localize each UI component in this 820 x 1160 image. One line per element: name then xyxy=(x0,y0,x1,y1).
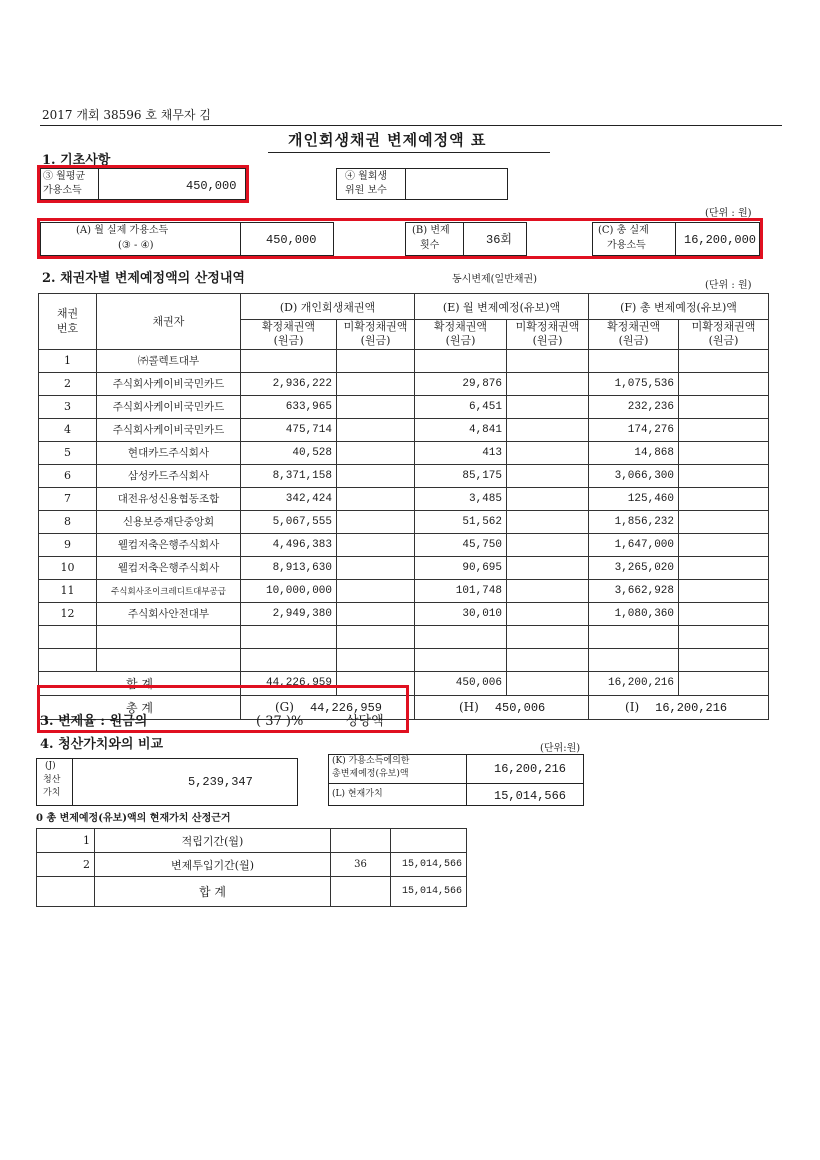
monthly-repayment: 90,695 xyxy=(415,556,507,579)
sum-d: 44,226,959 xyxy=(241,671,337,695)
col-header-no: 채권 번호 xyxy=(39,294,97,350)
monthly-unconfirmed xyxy=(507,349,589,372)
pv-row-months: 36 xyxy=(331,853,391,877)
confirmed-claim: 2,949,380 xyxy=(241,602,337,625)
unconfirmed-claim xyxy=(337,510,415,533)
subheader-confirmed: 확정채권액 (원금) xyxy=(241,320,337,350)
creditor-no: 12 xyxy=(39,602,97,625)
total-I: (I) 16,200,216 xyxy=(589,695,769,719)
pv-sum-value: 15,014,566 xyxy=(391,877,467,907)
unconfirmed-claim xyxy=(337,625,415,648)
total-repayment: 3,066,300 xyxy=(589,464,679,487)
case-number-line: 2017 개회 38596 호 채무자 김 xyxy=(42,108,211,122)
confirmed-claim: 5,067,555 xyxy=(241,510,337,533)
total-G: (G) 44,226,959 xyxy=(241,695,415,719)
B-label: (B) 변제 xyxy=(412,225,450,236)
income-label-2: 가용소득 xyxy=(43,185,82,196)
creditor-name: 신용보증재단중앙회 xyxy=(97,510,241,533)
monthly-unconfirmed xyxy=(507,533,589,556)
creditor-no: 7 xyxy=(39,487,97,510)
monthly-unconfirmed xyxy=(507,625,589,648)
creditor-no: 6 xyxy=(39,464,97,487)
C-value: 16,200,000 xyxy=(684,233,757,247)
confirmed-claim: 8,913,630 xyxy=(241,556,337,579)
unconfirmed-claim xyxy=(337,579,415,602)
total-repayment: 3,265,020 xyxy=(589,556,679,579)
confirmed-claim xyxy=(241,349,337,372)
section4-heading: 4. 청산가치와의 비교 xyxy=(40,737,164,752)
B-label-2: 횟수 xyxy=(420,240,440,251)
repayment-rate-prefix: 3. 변제율 : 원금의 xyxy=(40,714,148,729)
monthly-unconfirmed xyxy=(507,464,589,487)
unconfirmed-claim xyxy=(337,556,415,579)
unconfirmed-claim xyxy=(337,648,415,671)
unconfirmed-claim xyxy=(337,349,415,372)
unconfirmed-claim xyxy=(337,372,415,395)
J-label-2: 청산 xyxy=(43,775,61,785)
monthly-repayment: 4,841 xyxy=(415,418,507,441)
total-repayment: 1,856,232 xyxy=(589,510,679,533)
table-row xyxy=(39,372,769,395)
monthly-unconfirmed xyxy=(507,510,589,533)
confirmed-claim xyxy=(241,625,337,648)
total-repayment: 232,236 xyxy=(589,395,679,418)
pv-row-no: 1 xyxy=(37,829,95,853)
section5-heading: 0 총 변제예정(유보)액의 현재가치 산정근거 xyxy=(36,813,231,824)
confirmed-claim: 475,714 xyxy=(241,418,337,441)
confirmed-claim: 633,965 xyxy=(241,395,337,418)
highlight-income xyxy=(37,165,249,203)
monthly-unconfirmed xyxy=(507,579,589,602)
pv-row-value: 15,014,566 xyxy=(391,853,467,877)
monthly-repayment: 413 xyxy=(415,441,507,464)
income-value: 450,000 xyxy=(186,179,237,193)
creditor-no: 5 xyxy=(39,441,97,464)
creditor-no: 1 xyxy=(39,349,97,372)
total-unconfirmed xyxy=(679,464,769,487)
total-unconfirmed xyxy=(679,441,769,464)
repayment-method: 동시변제(일반채권) xyxy=(452,274,538,285)
monthly-unconfirmed xyxy=(507,556,589,579)
B-value: 36회 xyxy=(486,233,512,247)
monthly-repayment: 6,451 xyxy=(415,395,507,418)
unconfirmed-claim xyxy=(337,487,415,510)
section1-heading: 1. 기초사항 xyxy=(42,153,111,168)
confirmed-claim: 40,528 xyxy=(241,441,337,464)
subheader-confirmed: 확정채권액 (원금) xyxy=(415,320,507,350)
total-unconfirmed xyxy=(679,648,769,671)
K-label: (K) 가용소득에의한 xyxy=(332,756,410,766)
col-header-E: (E) 월 변제예정(유보)액 xyxy=(415,294,589,320)
page-title: 개인회생채권 변제예정액 표 xyxy=(288,131,487,149)
monthly-repayment: 51,562 xyxy=(415,510,507,533)
table-row xyxy=(39,579,769,602)
monthly-unconfirmed xyxy=(507,602,589,625)
monthly-repayment xyxy=(415,349,507,372)
creditor-name: ㈜콜렉트대부 xyxy=(97,349,241,372)
creditor-no: 3 xyxy=(39,395,97,418)
table-row xyxy=(39,510,769,533)
col-header-D: (D) 개인회생채권액 xyxy=(241,294,415,320)
A-label-2: (③ - ④) xyxy=(118,240,154,251)
creditor-no: 8 xyxy=(39,510,97,533)
total-unconfirmed xyxy=(679,487,769,510)
total-unconfirmed xyxy=(679,533,769,556)
highlight-total-and-rate xyxy=(37,685,409,733)
subheader-unconfirmed: 미확정채권액 (원금) xyxy=(679,320,769,350)
unconfirmed-claim xyxy=(337,441,415,464)
total-repayment: 125,460 xyxy=(589,487,679,510)
sum-label: 합 계 xyxy=(39,671,241,695)
table-row xyxy=(39,487,769,510)
K-label-2: 총변제예정(유보)액 xyxy=(332,769,409,779)
repayment-rate-suffix: 상당액 xyxy=(346,714,384,729)
table-row xyxy=(39,464,769,487)
confirmed-claim: 8,371,158 xyxy=(241,464,337,487)
total-repayment: 174,276 xyxy=(589,418,679,441)
monthly-repayment: 85,175 xyxy=(415,464,507,487)
pv-row-label: 적립기간(월) xyxy=(95,829,331,853)
total-H: (H) 450,006 xyxy=(415,695,589,719)
income-label: ③ 월평균 xyxy=(43,171,86,182)
C-label-2: 가용소득 xyxy=(607,240,646,251)
table-row xyxy=(39,602,769,625)
total-repayment: 1,080,360 xyxy=(589,602,679,625)
creditor-no: 9 xyxy=(39,533,97,556)
trustee-label: ④ 월회생 xyxy=(345,171,388,182)
creditor-no xyxy=(39,648,97,671)
table-row xyxy=(39,395,769,418)
J-label: (J) xyxy=(45,761,56,771)
pv-sum-label: 합 계 xyxy=(95,877,331,907)
total-unconfirmed xyxy=(679,556,769,579)
confirmed-claim xyxy=(241,648,337,671)
monthly-repayment: 30,010 xyxy=(415,602,507,625)
creditor-name: 웰컴저축은행주식회사 xyxy=(97,556,241,579)
total-unconfirmed xyxy=(679,579,769,602)
table-row xyxy=(39,648,769,671)
table-row xyxy=(39,625,769,648)
unconfirmed-claim xyxy=(337,533,415,556)
monthly-repayment xyxy=(415,648,507,671)
monthly-unconfirmed xyxy=(507,441,589,464)
table-row xyxy=(39,441,769,464)
total-unconfirmed xyxy=(679,510,769,533)
table-row xyxy=(37,829,467,853)
confirmed-claim: 342,424 xyxy=(241,487,337,510)
sum-e: 450,006 xyxy=(415,671,507,695)
total-unconfirmed xyxy=(679,372,769,395)
monthly-repayment: 29,876 xyxy=(415,372,507,395)
J-box xyxy=(36,758,298,806)
creditor-name: 주식회사케이비국민카드 xyxy=(97,395,241,418)
confirmed-claim: 2,936,222 xyxy=(241,372,337,395)
subheader-confirmed: 확정채권액 (원금) xyxy=(589,320,679,350)
table-row xyxy=(39,556,769,579)
header-underline xyxy=(40,125,782,126)
highlight-available-income xyxy=(37,218,763,259)
pv-row-months xyxy=(331,829,391,853)
total-repayment: 1,647,000 xyxy=(589,533,679,556)
C-label: (C) 총 실제 xyxy=(598,225,649,236)
pv-row-value xyxy=(391,829,467,853)
col-header-F: (F) 총 변제예정(유보)액 xyxy=(589,294,769,320)
unconfirmed-claim xyxy=(337,602,415,625)
creditor-name xyxy=(97,625,241,648)
total-repayment xyxy=(589,349,679,372)
section1-unit: (단위 : 원) xyxy=(705,208,752,219)
title-underline xyxy=(268,152,550,153)
total-unconfirmed xyxy=(679,349,769,372)
total-repayment: 14,868 xyxy=(589,441,679,464)
section2-unit: (단위 : 원) xyxy=(705,280,752,291)
table-row xyxy=(39,533,769,556)
unconfirmed-claim xyxy=(337,418,415,441)
creditor-no: 2 xyxy=(39,372,97,395)
section4-unit: (단위:원) xyxy=(540,743,581,754)
table-row xyxy=(37,853,467,877)
sum-f: 16,200,216 xyxy=(589,671,679,695)
total-repayment xyxy=(589,648,679,671)
L-label: (L) 현재가치 xyxy=(332,789,383,799)
present-value-table xyxy=(36,828,467,907)
pv-row-no: 2 xyxy=(37,853,95,877)
total-repayment xyxy=(589,625,679,648)
creditor-name: 현대카드주식회사 xyxy=(97,441,241,464)
creditor-no: 11 xyxy=(39,579,97,602)
total-unconfirmed xyxy=(679,395,769,418)
trustee-label-2: 위원 보수 xyxy=(345,185,387,196)
repayment-rate-value: ( 37 )% xyxy=(256,714,304,729)
total-label: 총 계 xyxy=(39,695,241,719)
total-unconfirmed xyxy=(679,602,769,625)
total-unconfirmed xyxy=(679,625,769,648)
pv-row-label: 변제투입기간(월) xyxy=(95,853,331,877)
monthly-repayment xyxy=(415,625,507,648)
L-value: 15,014,566 xyxy=(494,789,567,803)
monthly-unconfirmed xyxy=(507,648,589,671)
monthly-repayment: 3,485 xyxy=(415,487,507,510)
monthly-unconfirmed xyxy=(507,372,589,395)
monthly-unconfirmed xyxy=(507,487,589,510)
A-label: (A) 월 실제 가용소득 xyxy=(76,225,169,236)
K-value: 16,200,216 xyxy=(494,762,567,776)
confirmed-claim: 4,496,383 xyxy=(241,533,337,556)
creditor-name xyxy=(97,648,241,671)
creditor-name: 주식회사케이비국민카드 xyxy=(97,372,241,395)
monthly-repayment: 45,750 xyxy=(415,533,507,556)
table-row xyxy=(39,349,769,372)
creditor-name: 주식회사안전대부 xyxy=(97,602,241,625)
monthly-unconfirmed xyxy=(507,395,589,418)
subheader-unconfirmed: 미확정채권액 (원금) xyxy=(337,320,415,350)
creditor-name: 삼성카드주식회사 xyxy=(97,464,241,487)
monthly-unconfirmed xyxy=(507,418,589,441)
creditor-no: 10 xyxy=(39,556,97,579)
A-value: 450,000 xyxy=(266,233,317,247)
creditor-name: 주식회사케이비국민카드 xyxy=(97,418,241,441)
confirmed-claim: 10,000,000 xyxy=(241,579,337,602)
creditor-no: 4 xyxy=(39,418,97,441)
unconfirmed-claim xyxy=(337,395,415,418)
monthly-repayment: 101,748 xyxy=(415,579,507,602)
section2-heading: 2. 채권자별 변제예정액의 산정내역 xyxy=(42,271,245,286)
col-header-creditor: 채권자 xyxy=(97,294,241,350)
total-unconfirmed xyxy=(679,418,769,441)
creditor-no xyxy=(39,625,97,648)
J-label-3: 가치 xyxy=(43,788,61,798)
creditor-name: 대전유성신용협동조합 xyxy=(97,487,241,510)
table-row xyxy=(39,418,769,441)
creditor-name: 주식회사조이크레디트대부공급 xyxy=(97,579,241,602)
J-value: 5,239,347 xyxy=(188,775,253,789)
subheader-unconfirmed: 미확정채권액 (원금) xyxy=(507,320,589,350)
creditor-table xyxy=(38,293,769,720)
unconfirmed-claim xyxy=(337,464,415,487)
total-repayment: 3,662,928 xyxy=(589,579,679,602)
total-repayment: 1,075,536 xyxy=(589,372,679,395)
creditor-name: 웰컴저축은행주식회사 xyxy=(97,533,241,556)
